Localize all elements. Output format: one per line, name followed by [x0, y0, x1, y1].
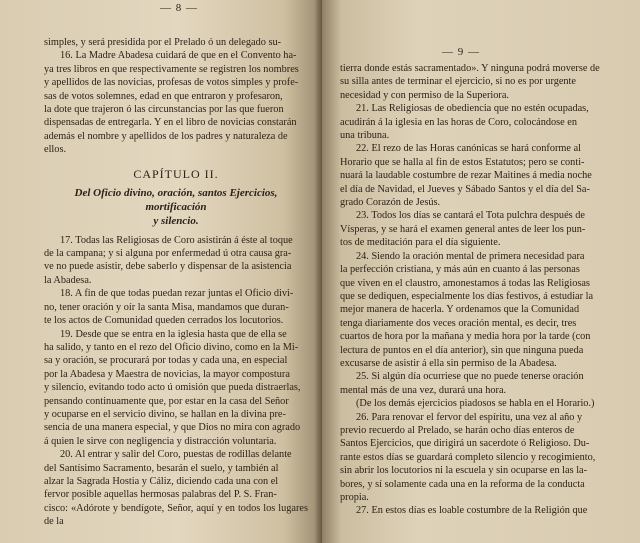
text-line: la Abadesa.: [44, 274, 92, 286]
left-top-text: [44, 36, 308, 157]
text-line: 24. Siendo la oración mental de primera necesidad para: [356, 250, 585, 262]
text-line: bores, y sí solamente cada una en la reforma de la conducta: [340, 478, 585, 490]
text-line: tos de meditación para el día siguiente.: [340, 237, 501, 249]
page-number-right: — 9 —: [442, 46, 480, 58]
text-line: Santos Ejercicios, que dirigirá un sacerdote ó Religioso. Du-: [340, 438, 590, 450]
text-line: alzar la Sagrada Hostia y Cáliz, diciendo cada una con el: [44, 475, 279, 487]
text-line: 23. Todos los días se cantará el Tota pulchra después de: [356, 210, 585, 222]
text-line: á quien le sirve con negligencia y distracción voluntaria.: [44, 435, 277, 447]
text-line: mejor manera de hacerla. Y ordenamos que la Comunidad: [340, 304, 580, 316]
text-line: 17. Todas las Religiosas de Coro asistirán á éste al toque: [60, 234, 293, 246]
text-line: necesidad y con permiso de la Superiora.: [340, 89, 509, 101]
text-line: te los actos de Comunidad queden cerrados los locutorios.: [44, 315, 284, 327]
text-line: nuará la laudable costumbre de rezar Maitines á media noche: [340, 170, 592, 182]
text-line: (De los demás ejercicios piadosos se habla en el Horario.): [356, 398, 595, 410]
text-line: grado Corazón de Jesús.: [340, 197, 441, 209]
text-line: rante estos días se guardará completo silencio y recogimiento,: [340, 451, 596, 463]
chapter-subtitle-line2: y silencio.: [153, 214, 199, 227]
text-line: 22. El rezo de las Horas canónicas se hará conforme al: [356, 143, 582, 155]
text-line: sencia de una manera especial, y que Dios no mira con agrado: [44, 422, 301, 434]
text-line: pensando continuamente que, por estar en la casa del Señor: [44, 395, 289, 407]
text-line: excusarse de asistir á ella sin permiso de la Abadesa.: [340, 357, 557, 369]
page-number-left: — 8 —: [160, 2, 198, 14]
text-line: acudirán á la iglesia en las horas de Coro, colocándose en: [340, 116, 578, 128]
text-line: tenga diariamente dos veces oración mental, es decir, tres: [340, 317, 577, 329]
text-line: la dote que trajeron ó las circunstancias por las que fueron: [44, 104, 284, 116]
text-line: previo recuerdo al Prelado, se harán ocho días enteros de: [340, 424, 575, 436]
text-line: que se dediquen, especialmente los días festivos, á estudiar la: [340, 290, 594, 302]
chapter-subtitle: [44, 186, 308, 228]
text-line: lectura de puntos en el día anterior), sin que ninguna pueda: [340, 344, 584, 356]
text-line: la perfección cristiana, y más aún en cuanto á las personas: [340, 264, 580, 276]
text-line: 19. Desde que se entra en la iglesia hasta que de ella se: [60, 328, 287, 340]
text-line: además el nombre y apellidos de los padres y naturaleza de: [44, 130, 288, 142]
text-line: cisco: «Adórote y bendígote, Señor, aquí y en todos los lugares de la: [44, 502, 308, 528]
text-line: simples, y será presidida por el Prelado ó un delegado su-: [44, 37, 282, 48]
text-line: Horario que se halla al fin de estos Estatutos; pero se conti-: [340, 156, 585, 168]
text-line: 25. Si algún día ocurriese que no puede tenerse oración: [356, 371, 584, 383]
chapter-subtitle-line1: Del Oficio divino, oración, santos Ejercicios, mortificación: [74, 186, 278, 213]
text-line: 26. Para renovar el fervor del espíritu, una vez al año y: [356, 411, 583, 423]
left-page-content: [44, 36, 308, 529]
right-page: [322, 0, 640, 543]
text-line: tierra donde estás sacramentado». Y ninguna podrá moverse de: [340, 63, 600, 74]
text-line: 20. Al entrar y salir del Coro, puestas de rodillas delante: [60, 449, 292, 461]
text-line: sin abrir los locutorios ni la escuela y sin ocuparse en las la-: [340, 465, 588, 477]
text-line: ve no puede asistir, debe saberlo y dispensar de la asistencia: [44, 261, 292, 273]
text-line: por la Abadesa y Maestra de novicias, la mayor compostura: [44, 368, 290, 380]
text-line: ellos.: [44, 144, 67, 156]
text-line: dispensadas de entregarla. Y en el libro de novicias constarán: [44, 117, 297, 129]
text-line: cuartos de hora por la mañana y media hora por la tarde (con: [340, 331, 591, 343]
text-line: y apellidos de las novicias, profesas de votos simples y profe-: [44, 77, 299, 89]
chapter-heading: CAPÍTULO II.: [133, 166, 219, 181]
text-line: de la campana; y si alguna por enfermedad ú otra causa gra-: [44, 248, 292, 260]
text-line: propia.: [340, 492, 369, 503]
text-line: que viven en el claustro, amonestamos á todas las Religiosas: [340, 277, 590, 289]
text-line: el día de Navidad, el Jueves y Sábado Santos y el día del Sa-: [340, 183, 590, 195]
text-line: Vísperas, y se hará el examen general antes de leer los pun-: [340, 223, 586, 235]
text-line: sas de votos solemnes, edad en que entraron y profesaron,: [44, 90, 283, 102]
text-line: 18. A fin de que todas puedan rezar juntas el Oficio divi-: [60, 288, 294, 300]
right-page-content: [340, 62, 630, 518]
text-line: y silencio, evitando todo acto ú omisión que pueda distraerlas,: [44, 382, 301, 394]
text-line: 27. En estos días es loable costumbre de la Religión que: [356, 505, 588, 517]
text-line: 16. La Madre Abadesa cuidará de que en el Convento ha-: [60, 50, 297, 62]
text-line: ha salido, y tanto en el rezo del Oficio divino, como en la Mi-: [44, 341, 299, 353]
text-line: sa y oración, se procurará por todas y cada una, en especial: [44, 355, 288, 367]
text-line: ya tres libros en que respectivamente se registren los nombres: [44, 63, 299, 75]
text-line: su silla antes de terminar el ejercicio, si no es por urgente: [340, 76, 576, 88]
text-line: 21. Las Religiosas de obediencia que no estén ocupadas,: [356, 103, 589, 115]
text-line: fervor posible aquellas hermosas palabras del P. S. Fran-: [44, 489, 277, 501]
text-line: una tribuna.: [340, 130, 390, 142]
left-body-text: [44, 234, 308, 529]
text-line: mental más de una vez, durará una hora.: [340, 384, 507, 396]
text-line: no, tener oración y oír la santa Misa, mandamos que duran-: [44, 301, 289, 313]
text-line: y ocuparse en el servicio divino, se hallan en la divina pre-: [44, 408, 286, 420]
text-line: del Santísimo Sacramento, besarán el suelo, y también al: [44, 462, 279, 474]
